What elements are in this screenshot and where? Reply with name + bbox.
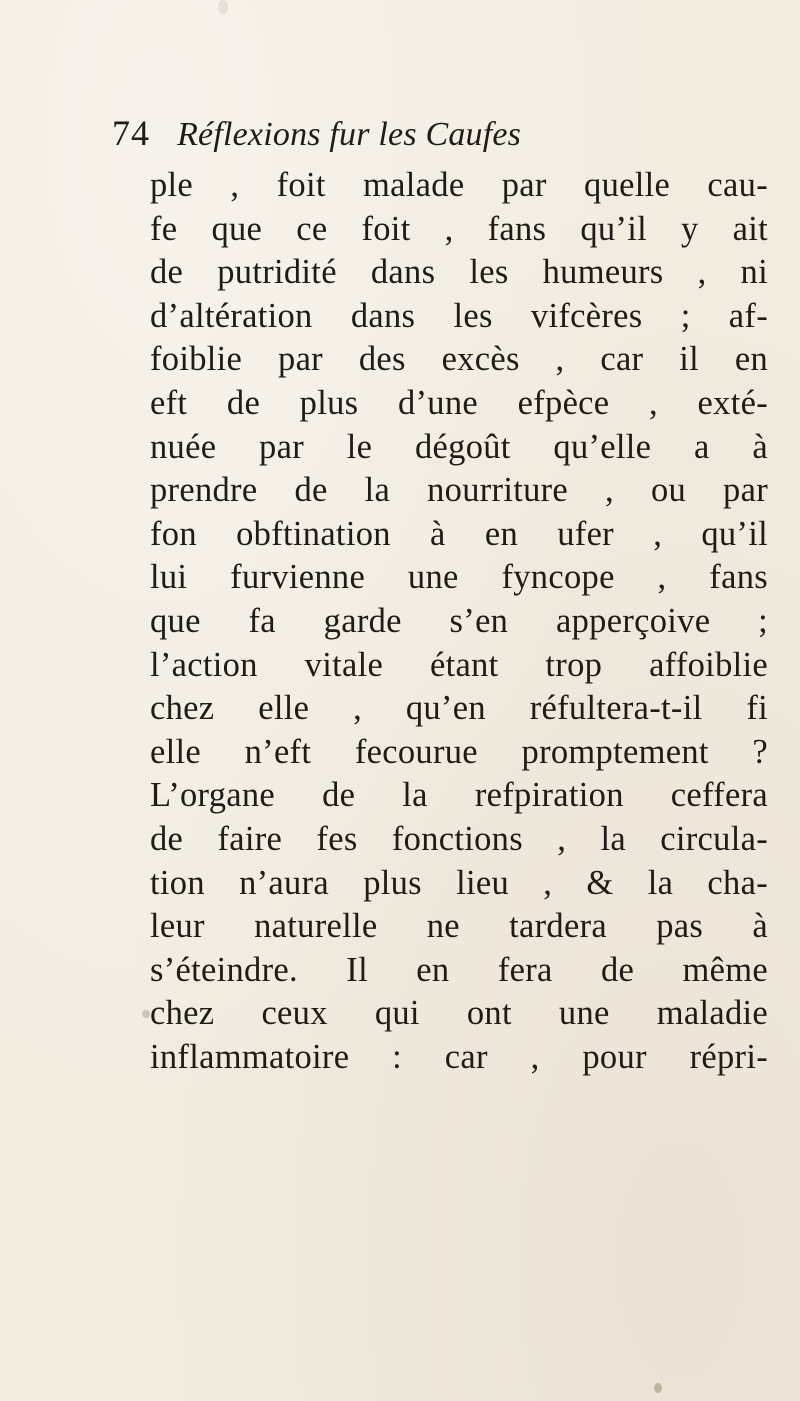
text-line: de putridité dans les humeurs , ni	[150, 253, 768, 292]
text-line: s’éteindre. Il en fera de même	[150, 950, 768, 989]
text-line: leur naturelle ne tardera pas à	[150, 907, 768, 946]
page-number: 74	[112, 113, 150, 153]
text-line: de faire fes fonctions , la circula-	[150, 819, 768, 858]
text-line: inflammatoire : car , pour répri-	[150, 1037, 768, 1076]
paper-stain	[142, 1010, 150, 1018]
text-line: d’altération dans les vifcères ; af-	[150, 296, 768, 335]
text-line: elle n’eft fecourue promptement ?	[150, 732, 768, 771]
page-header	[112, 112, 712, 158]
paper-stain	[218, 0, 228, 14]
text-line: chez elle , qu’en réfultera-t-il fi	[150, 689, 768, 728]
text-line: ple , foit malade par quelle cau-	[150, 166, 768, 204]
text-line: L’organe de la refpiration ceffera	[150, 776, 768, 815]
running-title: Réflexions fur les Caufes	[177, 116, 522, 153]
text-line: l’action vitale étant trop affoiblie	[150, 645, 768, 684]
text-line: que fa garde s’en apperçoive ;	[150, 601, 768, 640]
body-text	[150, 164, 768, 1079]
text-line: nuée par le dégoût qu’elle a à	[150, 427, 768, 466]
text-line: fe que ce foit , fans qu’il y ait	[150, 209, 768, 248]
text-line: tion n’aura plus lieu , & la cha-	[150, 863, 768, 902]
paper-stain	[654, 1383, 662, 1393]
text-line: foiblie par des excès , car il en	[150, 340, 768, 379]
text-line: chez ceux qui ont une maladie	[150, 994, 768, 1033]
text-line: prendre de la nourriture , ou par	[150, 471, 768, 510]
text-line: lui furvienne une fyncope , fans	[150, 558, 768, 597]
text-line: fon obftination à en ufer , qu’il	[150, 514, 768, 553]
text-line: eft de plus d’une efpèce , exté-	[150, 383, 768, 422]
